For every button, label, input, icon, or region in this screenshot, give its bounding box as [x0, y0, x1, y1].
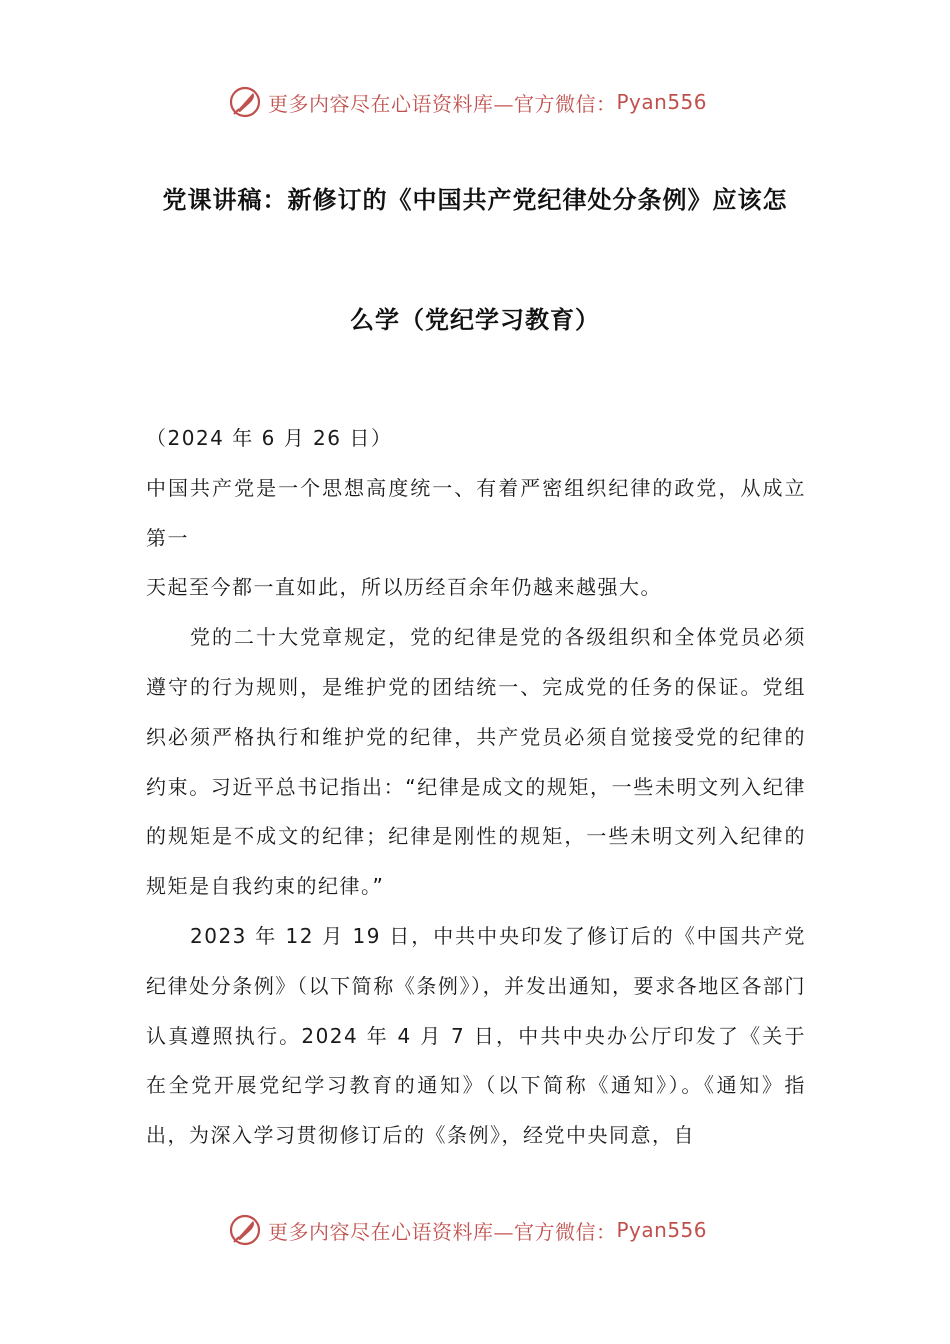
document-body [146, 414, 806, 1161]
banner-wechat-id: Pyan556 [616, 1218, 708, 1242]
banner-text: 更多内容尽在心语资料库—官方微信： [268, 1219, 617, 1244]
banner-wechat-id: Pyan556 [616, 90, 708, 114]
paragraph-3: 2023 年 12 月 19 日，中共中央印发了修订后的《中国共产党纪律处分条例》（以下简称《条例》），并发出通知，要求各地区各部门认真遵照执行。2024 年 4 月 7 日，中共中央办公厅印发了《关于在全党开展党纪学习教育的通知》（以下简称《通知》）。《通知》指出，为深入学习贯彻修订后的《条例》，经党中央同意，自 [146, 923, 806, 1148]
paragraph-2: 党的二十大党章规定，党的纪律是党的各级组织和全体党员必须遵守的行为规则，是维护党的团结统一、完成党的任务的保证。党组织必须严格执行和维护党的纪律，共产党员必须自觉接受党的纪律的约束。习近平总书记指出：“纪律是成文的规矩，一些未明文列入纪律的规矩是不成文的纪律；纪律是刚性的规矩，一些未明文列入纪律的规矩是自我约束的纪律。” [146, 625, 806, 899]
quill-pen-logo-icon [228, 85, 262, 119]
quill-pen-logo-icon [228, 1213, 262, 1247]
paragraph-1-line-2: 天起至今都一直如此，所以历经百余年仍越来越强大。 [146, 575, 662, 600]
paragraph-1-line-1: 中国共产党是一个思想高度统一、有着严密组织纪律的政党，从成立第一 [146, 475, 806, 550]
document-title-line-2: 么学（党纪学习教育） [350, 306, 600, 334]
document-date: （2024 年 6 月 26 日） [146, 426, 393, 450]
header-banner [228, 82, 707, 122]
document-title-line-1: 党课讲稿：新修订的《中国共产党纪律处分条例》应该怎 [162, 186, 788, 214]
footer-banner [228, 1210, 707, 1250]
banner-text: 更多内容尽在心语资料库—官方微信： [268, 91, 617, 116]
